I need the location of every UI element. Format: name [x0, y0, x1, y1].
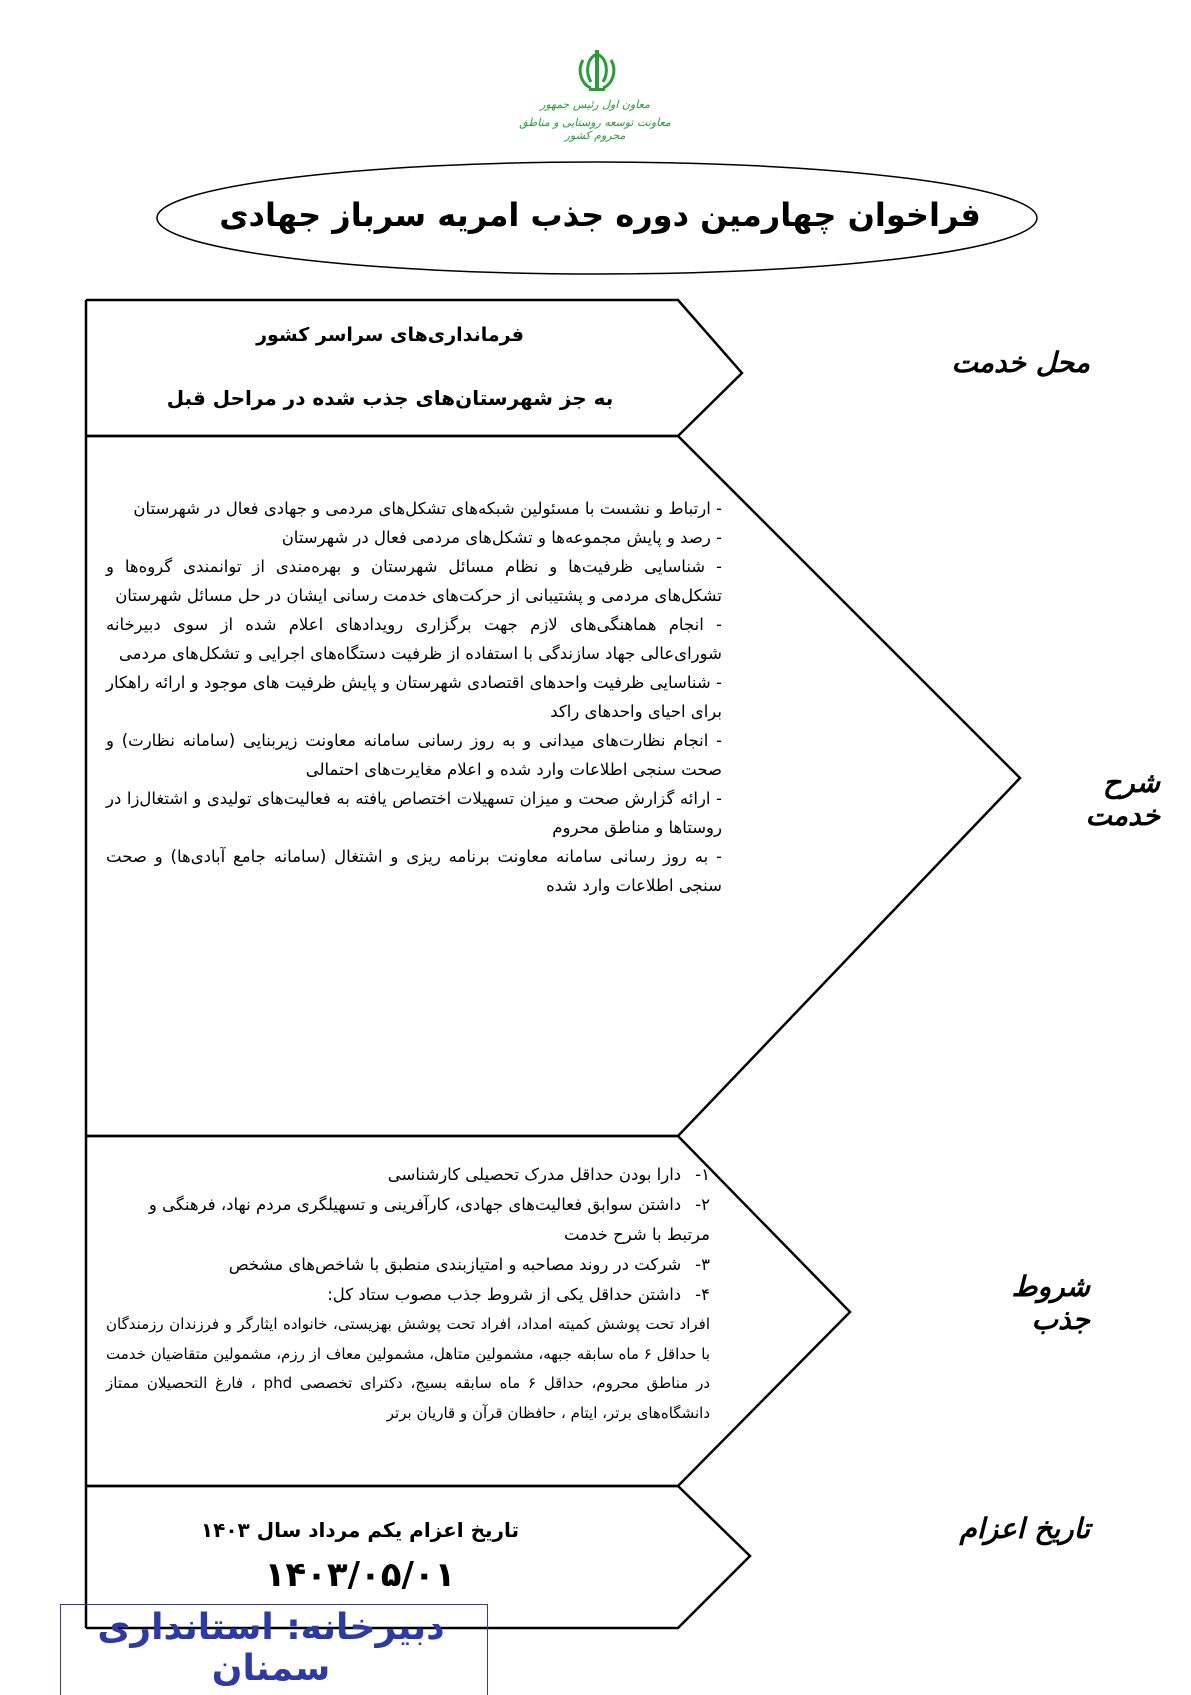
description-item: - شناسایی ظرفیت واحدهای اقتصادی شهرستان و پایش ظرفیت های موجود و ارائه راهکار برای احیای واحدهای راکد: [106, 673, 722, 721]
condition-item: [106, 1190, 710, 1250]
label-description: شرح خدمت: [1085, 766, 1160, 832]
condition-number: ۴-: [695, 1285, 710, 1304]
org-line-2: معاونت توسعه روستایی و مناطق محروم کشور: [519, 116, 671, 142]
condition-number: ۲-: [695, 1195, 710, 1214]
condition-item: [106, 1250, 710, 1280]
condition-text: شرکت در روند مصاحبه و امتیازبندی منطبق با شاخص‌های مشخص: [228, 1255, 682, 1274]
condition-text: داشتن حداقل یکی از شروط جذب مصوب ستاد کل:: [327, 1285, 682, 1304]
location-line-1: فرمانداری‌های سراسر کشور: [256, 324, 524, 346]
description-item: - به روز رسانی سامانه معاونت برنامه ریزی و اشتغال (سامانه جامع آبادی‌ها) و صحت سنجی اطلاعات وارد شده: [106, 847, 722, 895]
dispatch-line: تاریخ اعزام یکم مرداد سال ۱۴۰۳: [200, 1518, 520, 1542]
emblem-icon: [575, 48, 619, 94]
org-line-1: معاون اول رئیس جمهور: [540, 98, 650, 111]
dispatch-date: ۱۴۰۳/۰۵/۰۱: [264, 1555, 456, 1595]
condition-item: [106, 1160, 710, 1190]
description-item: - رصد و پایش مجموعه‌ها و تشکل‌های مردمی فعال در شهرستان: [281, 528, 722, 547]
conditions-details: افراد تحت پوشش کمیته امداد، افراد تحت پوشش بهزیستی، خانواده ایثارگر و فرزندان رزمندگان با حداقل ۶ ماه سابقه جبهه، مشمولین متاهل، مشمولین معاف از رزم، مشمولین متقاضیان خدمت در مناطق محروم، حداقل ۶ ماه سابقه بسیج، دکترای تخصصی phd ، فارغ التحصیلان ممتاز دانشگاه‌های برتر، ایتام ، حافظان قرآن و قاریان برتر: [106, 1315, 711, 1422]
stamp-text: دبیرخانه: استانداری سمنان: [97, 1607, 445, 1689]
secretariat-stamp: [60, 1604, 488, 1695]
description-item: - انجام نظارت‌های میدانی و به روز رسانی سامانه معاونت زیربنایی (سامانه نظارت) و صحت سنجی اطلاعات وارد شده و اعلام مغایرت‌های احتمالی: [106, 731, 722, 779]
condition-item: [106, 1280, 710, 1310]
label-conditions: شروط جذب: [1011, 1270, 1090, 1336]
location-line-2: به جز شهرستان‌های جذب شده در مراحل قبل: [166, 386, 614, 410]
description-item: - ارائه گزارش صحت و میزان تسهیلات اختصاص یافته به فعالیت‌های تولیدی و اشتغال‌زا در روستاها و مناطق محروم: [106, 789, 722, 837]
label-dispatch: تاریخ اعزام: [959, 1512, 1090, 1545]
description-item: - ارتباط و نشست با مسئولین شبکه‌های تشکل‌های مردمی و جهادی فعال در شهرستان: [133, 499, 722, 518]
description-item: - شناسایی ظرفیت‌ها و نظام مسائل شهرستان و بهره‌مندی از توانمندی گروه‌ها و تشکل‌های مردمی و پشتیبانی از حرکت‌های خدمت رسانی ایشان در حل مسائل شهرستان: [106, 557, 722, 605]
description-list: [106, 494, 722, 900]
condition-text: دارا بودن حداقل مدرک تحصیلی کارشناسی: [387, 1165, 682, 1184]
label-location: محل خدمت: [951, 346, 1090, 379]
location-box: [86, 300, 742, 436]
condition-number: ۳-: [695, 1255, 710, 1274]
conditions-list: [106, 1160, 710, 1428]
condition-number: ۱-: [695, 1165, 710, 1184]
description-item: - انجام هماهنگی‌های لازم جهت برگزاری رویدادهای اعلام شده از سوی دبیرخانه شورای‌عالی جهاد سازندگی با استفاده از ظرفیت دستگاه‌های اجرایی و تشکل‌های مردمی: [106, 615, 722, 663]
page-title: فراخوان چهارمین دوره جذب امریه سرباز جهادی: [219, 196, 981, 234]
condition-text: داشتن سوابق فعالیت‌های جهادی، کارآفرینی و تسهیلگری مردم نهاد، فرهنگی و مرتبط با شرح خدمت: [148, 1195, 710, 1244]
